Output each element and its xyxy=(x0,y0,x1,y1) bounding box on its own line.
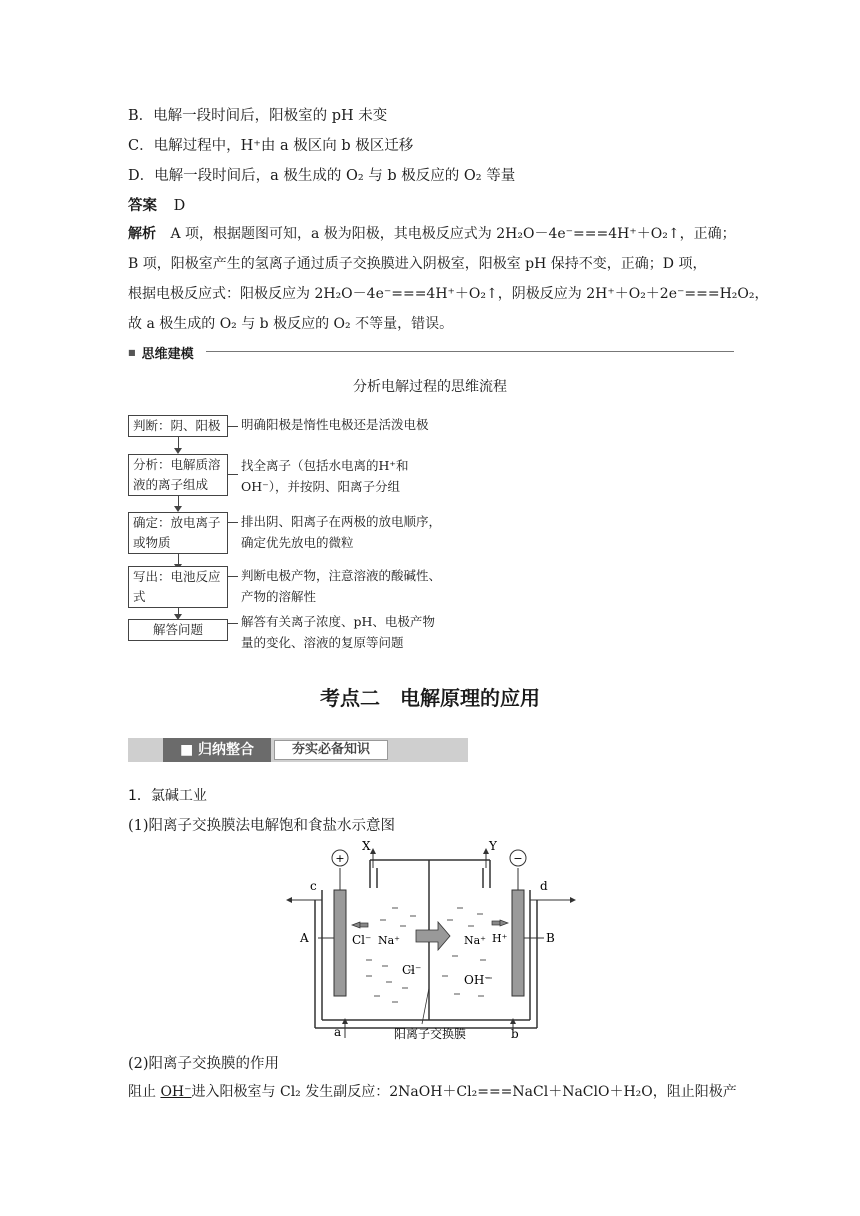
last-prefix: 阻止 xyxy=(128,1084,161,1100)
flow-box-3-line-2: 或物质 xyxy=(133,535,171,550)
label-A: A xyxy=(300,931,309,945)
analysis-text-1: A 项，根据题图可知，a 极为阳极，其电极反应式为 2H₂O－4e⁻===4H⁺＋O₂↑，正确； xyxy=(170,226,736,242)
label-a: a xyxy=(334,1025,342,1039)
flow-box-2-line-2: 液的离子组成 xyxy=(133,477,209,492)
model-section-header xyxy=(128,343,194,362)
item1-sub1: (1)阳离子交换膜法电解饱和食盐水示意图 xyxy=(128,818,396,834)
analysis-line-2: B 项，阳极室产生的氢离子通过质子交换膜进入阴极室，阳极室 pH 保持不变，正确；D 项， xyxy=(128,256,707,272)
electrolysis-diagram xyxy=(282,838,582,1044)
flow-desc-2b: OH⁻），并按阴、阳离子分组 xyxy=(241,479,400,494)
cathode-B xyxy=(512,890,524,996)
ion-na-left: Na⁺ xyxy=(378,934,400,947)
item1-title: 1．氯碱工业 xyxy=(128,788,207,804)
analysis-label: 解析 xyxy=(128,226,156,242)
flow-box-3-line-1: 确定：放电离子 xyxy=(133,515,221,530)
flow-box-2 xyxy=(128,454,228,496)
plus-sign: + xyxy=(335,852,345,865)
flow-desc-3a: 排出阴、阳离子在两极的放电顺序， xyxy=(241,514,442,529)
item1-last-line xyxy=(128,1081,737,1101)
membrane-label: 阳离子交换膜 xyxy=(394,1027,467,1041)
ion-na-right: Na⁺ xyxy=(464,934,486,947)
item1-sub2: (2)阳离子交换膜的作用 xyxy=(128,1056,280,1072)
banner-left: ■ 归纳整合 xyxy=(163,738,271,762)
connector-1 xyxy=(228,426,238,427)
flow-desc-1: 明确阳极是惰性电极还是活泼电极 xyxy=(241,417,429,432)
option-b: B．电解一段时间后，阳极室的 pH 未变 xyxy=(128,108,388,124)
label-y: Y xyxy=(489,839,497,853)
ion-cl-mid: Cl⁻ xyxy=(402,963,422,977)
minus-sign: − xyxy=(513,852,523,865)
option-d: D．电解一段时间后，a 极生成的 O₂ 与 b 极反应的 O₂ 等量 xyxy=(128,168,516,184)
label-x: X xyxy=(362,839,371,853)
anode-A xyxy=(334,890,346,996)
label-b: b xyxy=(511,1027,519,1041)
label-B: B xyxy=(546,931,555,945)
flow-box-2-line-1: 分析：电解质溶 xyxy=(133,457,221,472)
ion-cl-left: Cl⁻ xyxy=(352,933,372,947)
flow-title: 分析电解过程的思维流程 xyxy=(353,379,507,395)
option-c: C．电解过程中，H⁺由 a 极区向 b 极区迁移 xyxy=(128,138,414,154)
bullet-icon: ■ xyxy=(128,348,136,357)
connector-3 xyxy=(228,522,238,523)
last-rest: 进入阳极室与 Cl₂ 发生副反应：2NaOH＋Cl₂===NaCl＋NaClO＋H₂O，阻止阳极产 xyxy=(191,1084,737,1100)
model-section-title: 思维建模 xyxy=(141,347,194,362)
analysis-line-4: 故 a 极生成的 O₂ 与 b 极反应的 O₂ 不等量，错误。 xyxy=(128,316,454,332)
flow-desc-4a: 判断电极产物，注意溶液的酸碱性、 xyxy=(241,568,442,583)
answer-line xyxy=(128,194,185,215)
small-arrow-right-icon xyxy=(500,920,508,926)
section-rule xyxy=(206,351,734,352)
flow-box-4 xyxy=(128,566,228,608)
big-arrow-right-icon xyxy=(416,922,450,950)
label-d: d xyxy=(540,879,548,893)
flow-desc-5b: 量的变化、溶液的复原等问题 xyxy=(241,635,404,650)
last-underline: OH⁻ xyxy=(160,1084,192,1100)
flow-box-1: 判断：阴、阳极 xyxy=(128,415,228,437)
flow-desc-2a: 找全离子（包括水电离的H⁺和 xyxy=(241,458,409,473)
label-c: c xyxy=(310,879,317,893)
connector-4 xyxy=(228,576,238,577)
flow-desc-4b: 产物的溶解性 xyxy=(241,589,317,604)
flow-box-4-line-2: 式 xyxy=(133,589,146,604)
section-title: 考点二 电解原理的应用 xyxy=(320,686,540,710)
flow-box-4-line-1: 写出：电池反应 xyxy=(133,569,221,584)
analysis-line-3: 根据电极反应式：阳极反应为 2H₂O－4e⁻===4H⁺＋O₂↑，阴极反应为 2H⁺＋O₂＋2e⁻===H₂O₂， xyxy=(128,286,769,302)
connector-2 xyxy=(228,474,238,475)
ion-h-right: H⁺ xyxy=(492,932,508,945)
answer-label: 答案 xyxy=(128,198,157,214)
banner-right: 夯实必备知识 xyxy=(274,740,388,760)
flow-box-3 xyxy=(128,512,228,554)
ion-oh-right: OH⁻ xyxy=(464,973,491,987)
answer-value: D xyxy=(173,198,186,214)
flow-box-5: 解答问题 xyxy=(128,619,228,641)
flow-desc-5a: 解答有关离子浓度、pH、电极产物 xyxy=(241,614,435,629)
analysis-line-1 xyxy=(128,223,734,243)
connector-5 xyxy=(228,623,238,624)
flow-desc-3b: 确定优先放电的微粒 xyxy=(241,535,354,550)
small-arrow-left-icon xyxy=(352,922,360,928)
